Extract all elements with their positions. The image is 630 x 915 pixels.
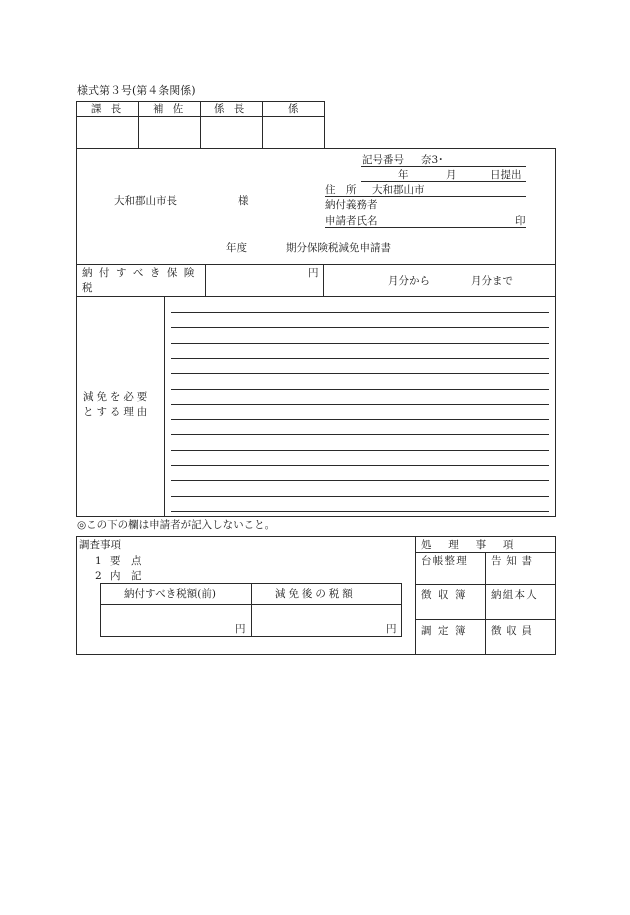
tax-amount-divider xyxy=(251,583,252,637)
address-label: 住 所 xyxy=(325,184,357,196)
column-divider xyxy=(323,264,324,296)
reason-writing-line xyxy=(171,496,549,497)
approval-divider xyxy=(262,101,263,149)
ledger-cell: 台帳整理 xyxy=(421,555,469,567)
row-divider xyxy=(76,264,556,265)
reason-writing-line xyxy=(171,434,549,435)
reason-writing-line xyxy=(171,419,549,420)
survey-item2-number: 2 xyxy=(95,570,102,582)
collector-cell: 徴収員 xyxy=(491,625,537,637)
approval-header-assistant: 補 佐 xyxy=(153,103,187,115)
office-row-divider xyxy=(415,619,556,620)
addressee-mayor: 大和郡山市長 xyxy=(114,195,177,207)
form-title: 様式第３号(第４条関係) xyxy=(77,84,196,97)
reason-writing-line xyxy=(171,312,549,313)
reason-writing-line xyxy=(171,343,549,344)
reason-writing-line xyxy=(171,358,549,359)
reason-writing-line xyxy=(171,389,549,390)
tax-after-label: 減免後の税額 xyxy=(275,588,356,600)
fiscal-year-label: 年度 xyxy=(226,242,247,254)
period-to: 月分まで xyxy=(471,275,513,287)
reason-column-divider xyxy=(164,296,165,517)
reason-writing-line xyxy=(171,327,549,328)
survey-item2: 内 記 xyxy=(110,570,142,582)
reason-writing-line xyxy=(171,511,549,512)
taxpayer-label: 納付義務者 xyxy=(325,199,378,211)
date-underline xyxy=(361,181,526,182)
reason-writing-line xyxy=(171,373,549,374)
date-month: 月 xyxy=(446,169,457,181)
reason-writing-line xyxy=(171,450,549,451)
tax-amount-header-line xyxy=(100,604,402,605)
payable-yen: 円 xyxy=(308,267,319,279)
reason-label-line2: とする理由 xyxy=(83,406,151,418)
office-use-note: ◎この下の欄は申請者が記入しないこと。 xyxy=(77,519,276,531)
payable-tax-label-line2: 税 xyxy=(82,282,93,294)
office-row-divider xyxy=(415,584,556,585)
reason-writing-line xyxy=(171,465,549,466)
survey-item1: 要 点 xyxy=(110,555,142,567)
address-underline xyxy=(325,196,526,197)
date-year: 年 xyxy=(398,169,409,181)
tax-before-yen: 円 xyxy=(235,623,246,635)
tax-before-label: 納付すべき税額(前) xyxy=(124,588,216,600)
notice-cell: 告知書 xyxy=(491,555,537,567)
approval-divider xyxy=(138,101,139,149)
column-divider xyxy=(205,264,206,296)
processing-header: 処 理 事 項 xyxy=(421,539,517,551)
record-number-value: 奈3･ xyxy=(421,154,444,166)
record-number-label: 記号番号 xyxy=(362,154,404,166)
applicant-name-underline xyxy=(325,227,526,228)
payer-cell: 納組本人 xyxy=(491,589,539,601)
tax-after-yen: 円 xyxy=(386,623,397,635)
survey-items-label: 調査事項 xyxy=(79,539,121,551)
addressee-honorific: 様 xyxy=(238,195,249,207)
reason-label-line1: 減免を必要 xyxy=(83,391,151,403)
reason-writing-line xyxy=(171,404,549,405)
seal-mark: 印 xyxy=(515,215,526,227)
survey-item1-number: 1 xyxy=(95,555,102,567)
row-divider xyxy=(76,296,556,297)
office-row-divider xyxy=(415,552,556,553)
approval-header-staff: 係 xyxy=(288,103,299,115)
date-day-submitted: 日提出 xyxy=(490,169,522,181)
assessment-book-cell: 調定簿 xyxy=(421,625,473,637)
applicant-name-label: 申請者氏名 xyxy=(325,215,378,227)
period-from: 月分から xyxy=(388,275,430,287)
address-value: 大和郡山市 xyxy=(372,184,425,196)
approval-header-subsection-chief: 係 長 xyxy=(214,103,248,115)
form-name: 期分保険税減免申請書 xyxy=(286,242,391,254)
office-column-divider xyxy=(415,536,416,655)
approval-header-section-chief: 課 長 xyxy=(91,103,125,115)
collection-book-cell: 徴収簿 xyxy=(421,589,473,601)
office-column-divider xyxy=(485,552,486,655)
approval-divider xyxy=(200,101,201,149)
record-number-underline xyxy=(361,166,526,167)
reason-writing-line xyxy=(171,480,549,481)
payable-tax-label-line1: 納付すべき保険 xyxy=(82,267,201,279)
